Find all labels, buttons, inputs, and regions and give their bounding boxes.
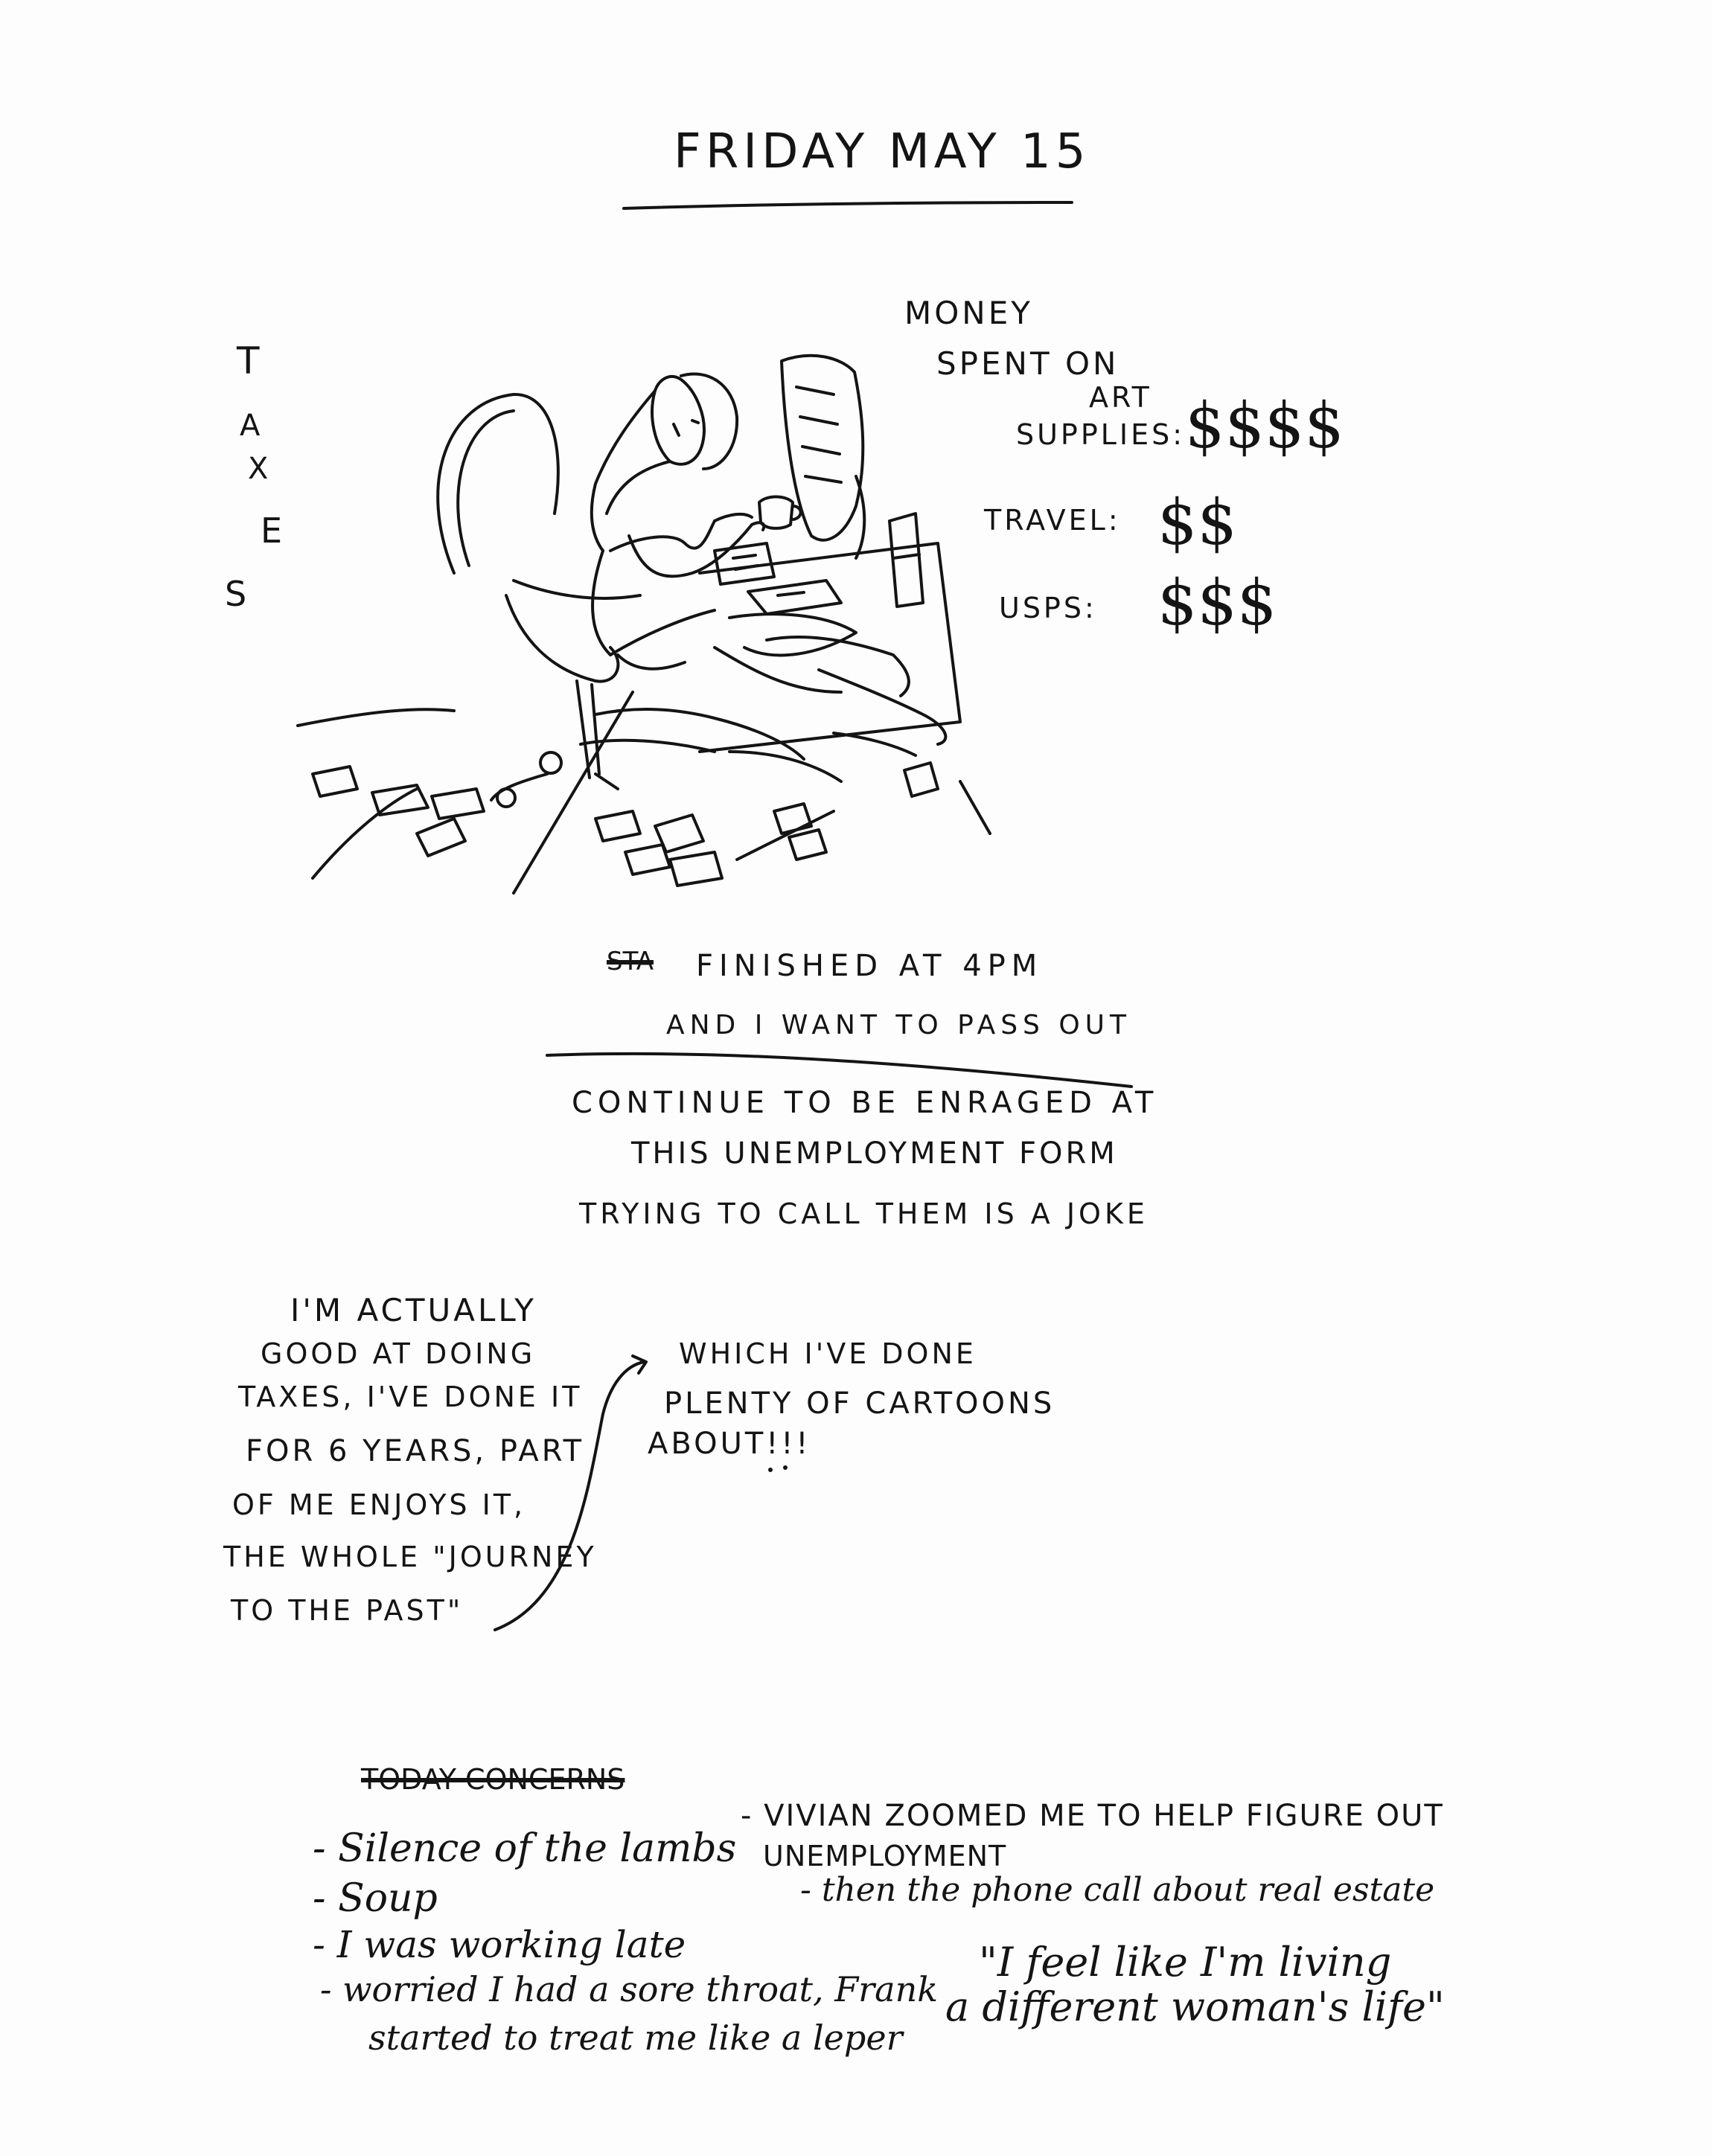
left-note-line-6: THE WHOLE "JOURNEY [223, 1541, 597, 1573]
side-label-x: X [248, 452, 272, 486]
left-note-line-4: FOR 6 YEARS, PART [246, 1434, 585, 1468]
pass-out-line: AND I WANT TO PASS OUT [666, 1010, 1132, 1040]
struck-heading: TODAY CONCERNS [361, 1763, 625, 1796]
money-item-usps-amount: $$$ [1157, 566, 1277, 639]
right-note-line-2: PLENTY OF CARTOONS [664, 1386, 1055, 1421]
connecting-arrow [495, 1362, 644, 1630]
page-title: FRIDAY MAY 15 [674, 124, 1090, 179]
joke-line: TRYING TO CALL THEM IS A JOKE [579, 1197, 1149, 1230]
enraged-line: CONTINUE TO BE ENRAGED AT [572, 1086, 1159, 1120]
finished-line: FINISHED AT 4PM [696, 949, 1044, 983]
money-item-travel-label: TRAVEL: [984, 504, 1121, 537]
woman-drawing [592, 374, 764, 668]
unemployment-line: UNEMPLOYMENT [763, 1840, 1007, 1872]
money-heading-line1: MONEY [904, 295, 1033, 331]
money-item-travel-amount: $$ [1157, 486, 1237, 559]
list-item-4: - worried I had a sore throat, Frank [320, 1969, 939, 2009]
vivian-line: - VIVIAN ZOOMED ME TO HELP FIGURE OUT [741, 1799, 1444, 1833]
middle-divider [547, 1054, 1131, 1087]
side-label-s: S [225, 574, 250, 614]
left-note-line-5: OF ME ENJOYS IT, [232, 1488, 526, 1521]
left-note-line-3: TAXES, I'VE DONE IT [238, 1381, 583, 1413]
list-item-2: - Soup [313, 1876, 438, 1921]
title-underline [624, 202, 1072, 208]
list-item-1: - Silence of the lambs [313, 1826, 737, 1871]
list-item-3: - I was working late [313, 1923, 686, 1966]
list-item-4-cont: started to treat me like a leper [368, 2018, 903, 2058]
phone-call-line: - then the phone call about real estate [800, 1871, 1435, 1909]
side-label-t: T [237, 339, 263, 383]
money-heading-line2: SPENT ON [936, 345, 1119, 382]
unemployment-form-line: THIS UNEMPLOYMENT FORM [631, 1136, 1118, 1171]
right-note-line-1: WHICH I'VE DONE [679, 1337, 977, 1370]
money-item-supplies-label: SUPPLIES: [1016, 418, 1186, 451]
money-item-usps-label: USPS: [999, 592, 1097, 624]
quote-line-1: "I feel like I'm living [979, 1939, 1392, 1986]
left-note-line-7: TO THE PAST" [231, 1594, 464, 1627]
left-note-line-2: GOOD AT DOING [261, 1337, 536, 1370]
money-item-art-top: ART [1089, 381, 1152, 414]
quote-line-2: a different woman's life" [945, 1983, 1445, 2030]
money-item-supplies-amount: $$$$ [1185, 389, 1344, 462]
left-note-line-1: I'M ACTUALLY [290, 1292, 537, 1328]
struck-word: STA [607, 947, 654, 976]
right-note-line-3: ABOUT!!! [648, 1427, 811, 1461]
floor-papers-drawing [298, 692, 990, 893]
side-label-e: E [261, 511, 286, 551]
desk-drawing [700, 356, 960, 752]
side-label-a: A [240, 409, 263, 443]
